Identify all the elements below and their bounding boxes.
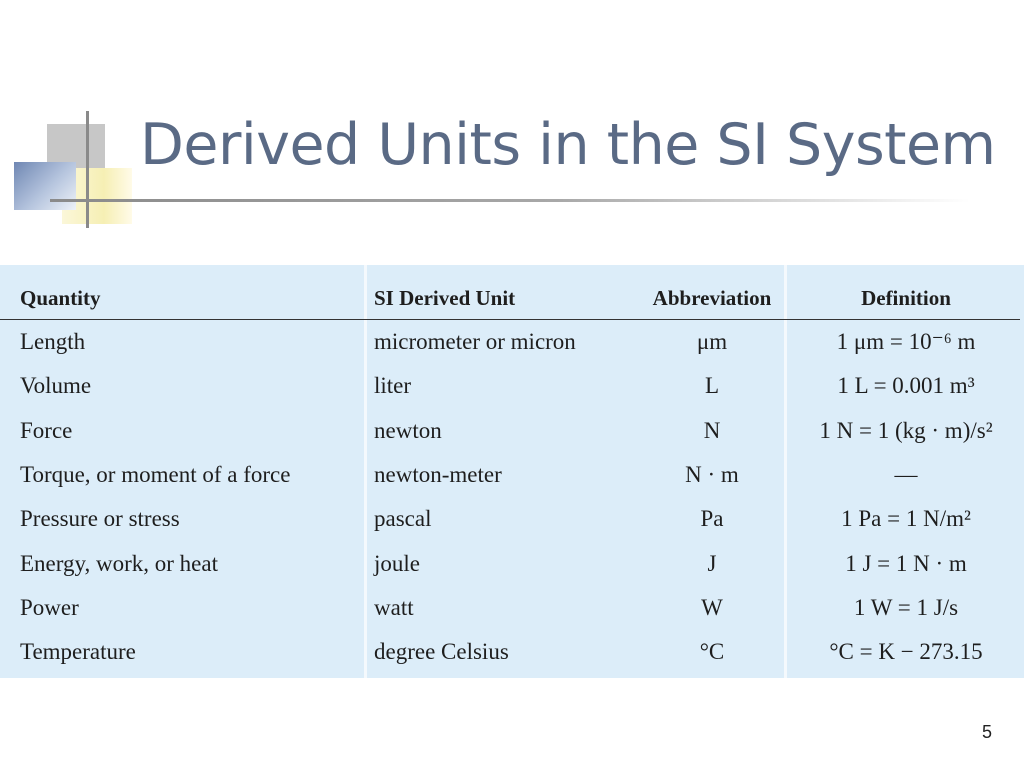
table-row	[0, 320, 1020, 365]
cell-definition: °C = K − 273.15	[829, 639, 983, 665]
cell-unit: joule	[374, 550, 420, 576]
cell-definition: 1 L = 0.001 m³	[837, 373, 975, 399]
table-row	[0, 586, 1020, 630]
cell-unit: degree Celsius	[374, 639, 509, 665]
slide-title: Derived Units in the SI System	[140, 112, 996, 178]
derived-units-table	[0, 277, 1020, 674]
cell-definition: 1 J = 1 N · m	[845, 550, 967, 576]
cell-definition: 1 Pa = 1 N/m²	[841, 506, 971, 532]
cell-unit: pascal	[374, 506, 432, 532]
cell-abbreviation: W	[701, 594, 723, 620]
header-definition: Definition	[792, 277, 1020, 320]
header-abbreviation: Abbreviation	[632, 277, 792, 320]
cell-abbreviation: N · m	[685, 462, 739, 488]
cell-abbreviation: J	[707, 550, 717, 576]
cell-quantity: Volume	[20, 373, 92, 399]
cell-quantity: Torque, or moment of a force	[20, 462, 291, 488]
cell-quantity: Power	[20, 594, 79, 620]
cell-unit: micrometer or micron	[374, 329, 576, 355]
table-row	[0, 453, 1020, 497]
table-row	[0, 497, 1020, 541]
header-quantity: Quantity	[0, 277, 368, 320]
cell-definition: —	[894, 462, 918, 488]
table-header-row	[0, 277, 1020, 320]
decorative-vertical-line	[86, 111, 89, 228]
cell-definition: 1 μm = 10⁻⁶ m	[836, 329, 976, 355]
cell-unit: watt	[374, 594, 414, 620]
cell-quantity: Temperature	[20, 639, 136, 665]
header-si-derived-unit: SI Derived Unit	[368, 277, 632, 320]
decorative-blue-square	[14, 162, 76, 210]
cell-abbreviation: Pa	[700, 506, 724, 532]
cell-abbreviation: °C	[699, 639, 725, 665]
cell-abbreviation: L	[704, 373, 720, 399]
cell-unit: newton	[374, 417, 442, 443]
cell-abbreviation: N	[703, 417, 721, 443]
cell-abbreviation: μm	[696, 329, 728, 355]
cell-definition: 1 N = 1 (kg · m)/s²	[819, 417, 993, 443]
slide-page-number: 5	[981, 722, 992, 742]
table-row	[0, 364, 1020, 408]
cell-quantity: Energy, work, or heat	[20, 550, 218, 576]
cell-definition: 1 W = 1 J/s	[853, 594, 959, 620]
table-row	[0, 409, 1020, 453]
cell-quantity: Length	[20, 329, 86, 355]
title-underline	[50, 199, 970, 202]
cell-quantity: Pressure or stress	[20, 506, 180, 532]
cell-unit: newton-meter	[374, 462, 502, 488]
cell-unit: liter	[374, 373, 412, 399]
table-row	[0, 630, 1020, 674]
table-row	[0, 541, 1020, 585]
cell-quantity: Force	[20, 417, 73, 443]
